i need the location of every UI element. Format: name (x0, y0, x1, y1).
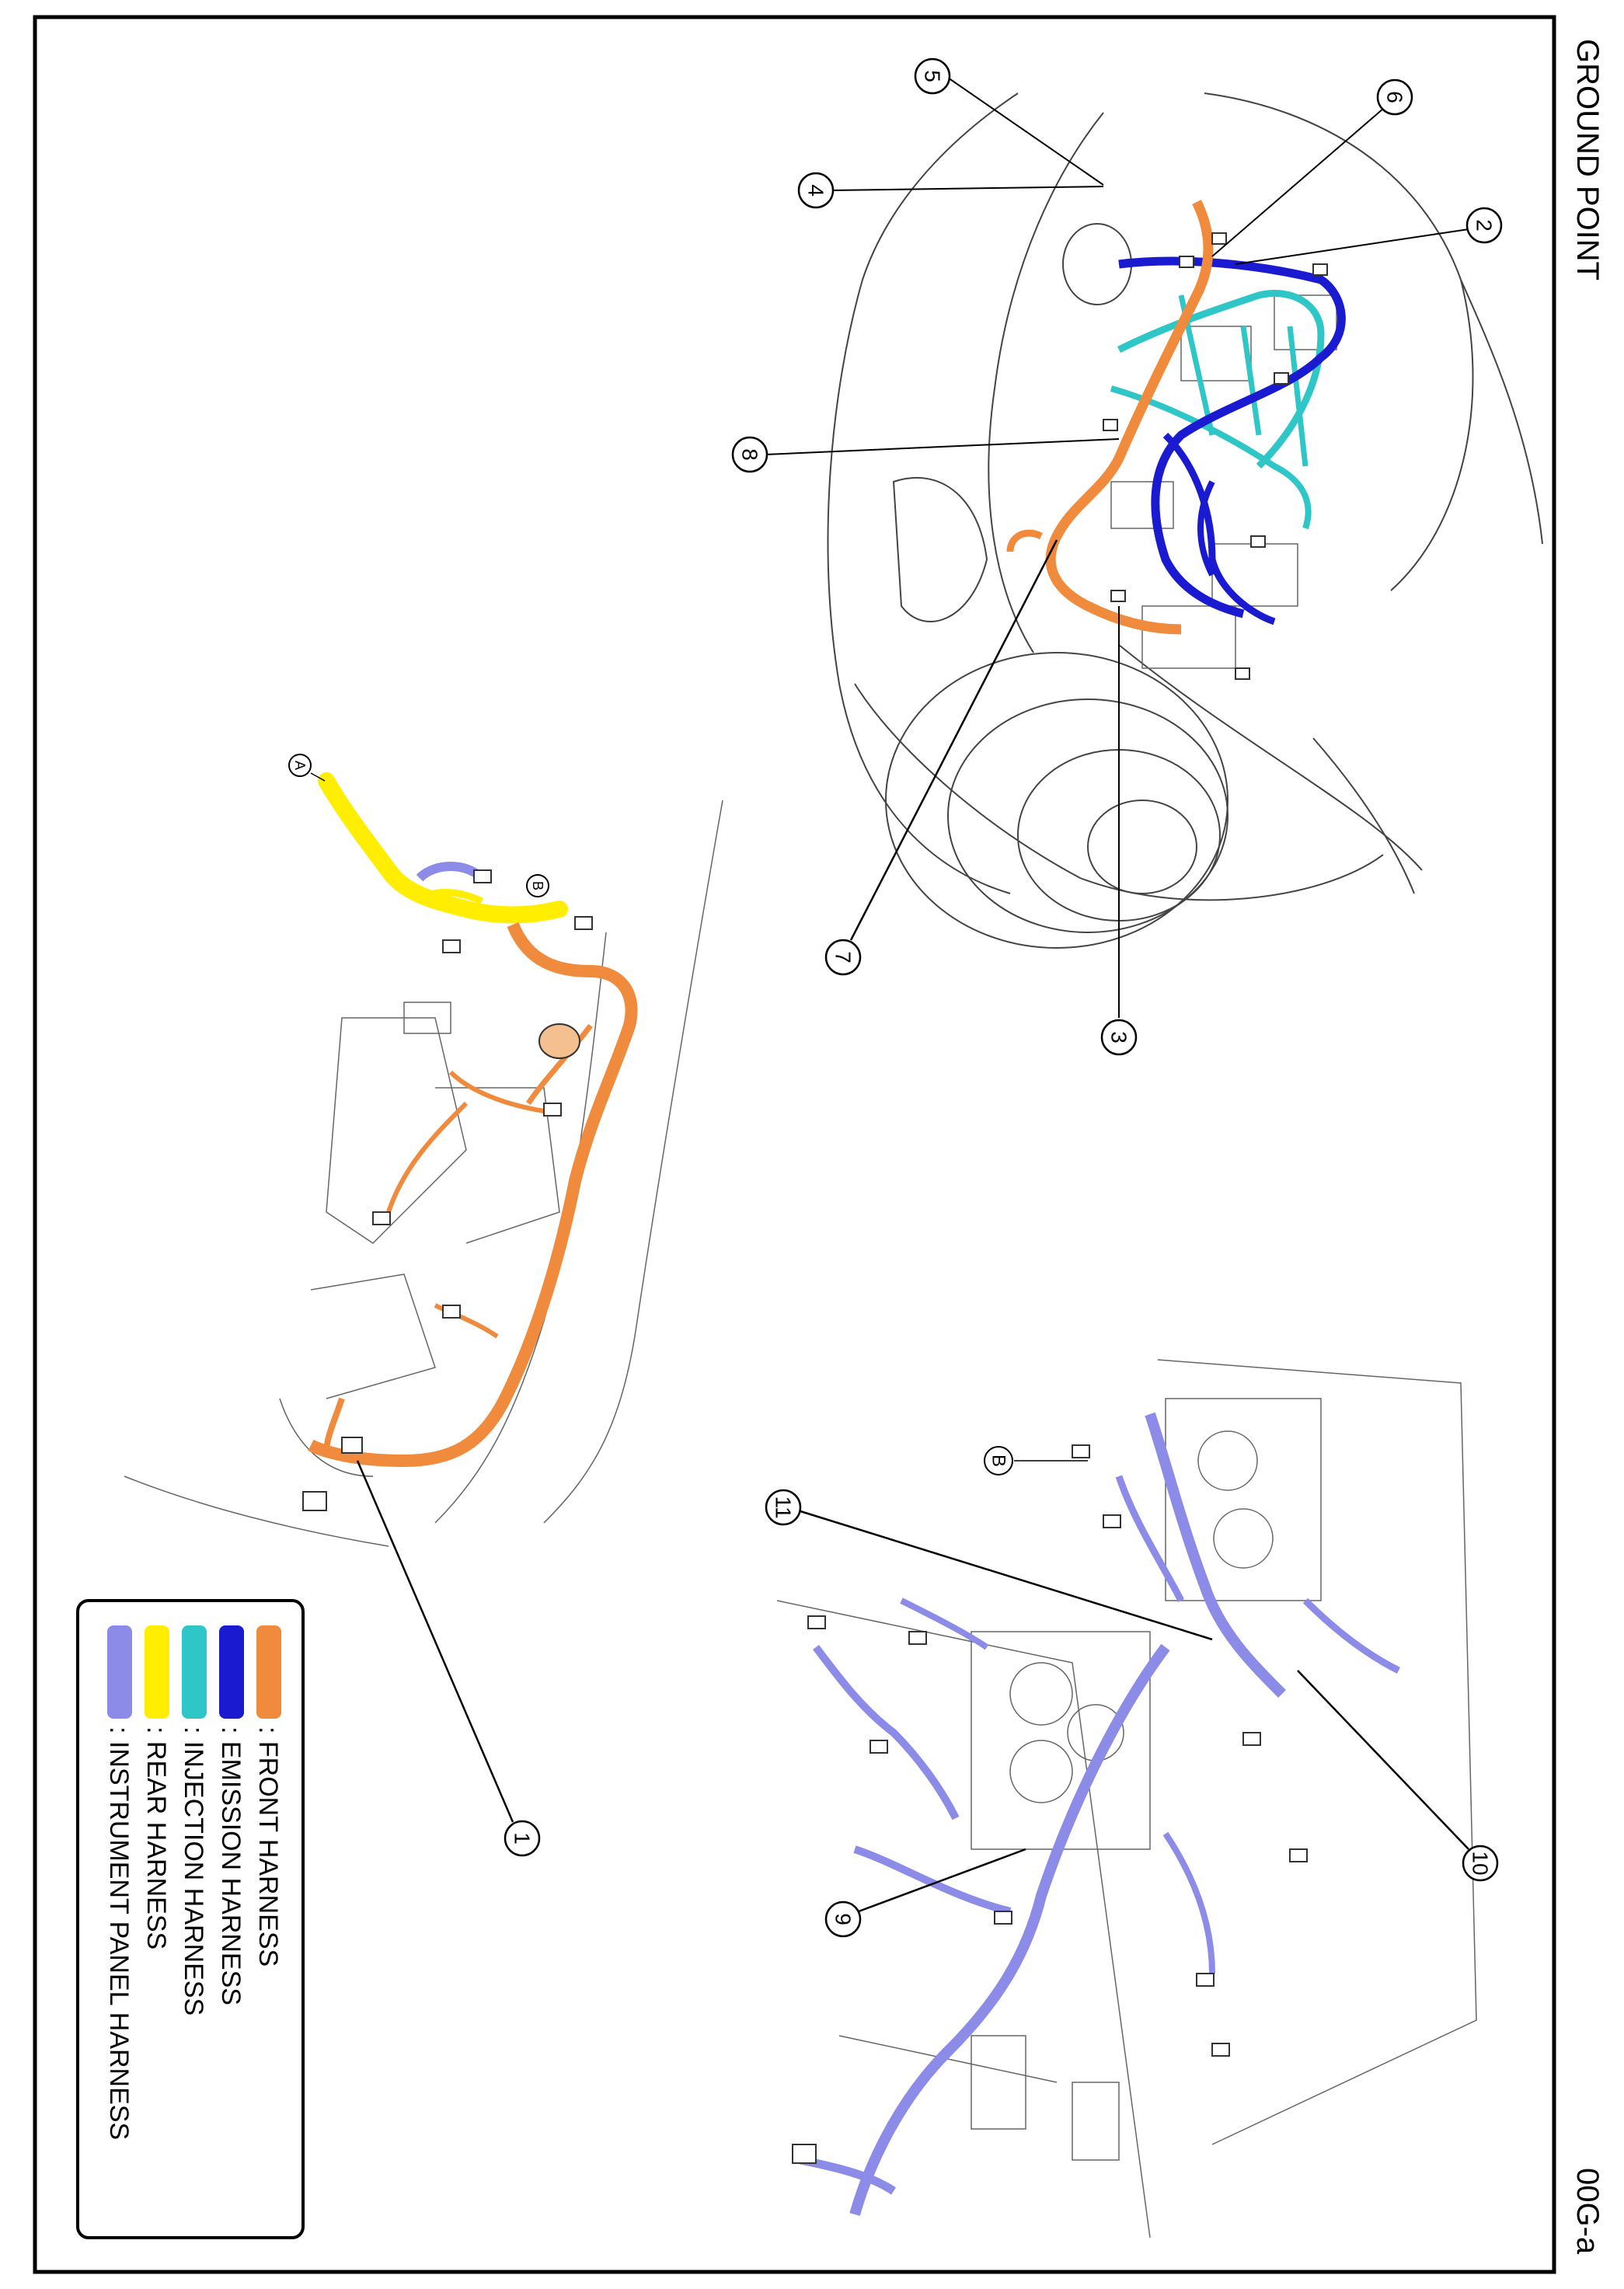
connector-marker-b-panel-label: B (988, 1454, 1009, 1468)
callout-label-9: 9 (831, 1913, 856, 1925)
callout-4 (799, 173, 1103, 207)
callout-1 (357, 1461, 539, 1855)
engine-bay-illustration (828, 93, 1542, 948)
callout-label-11: 11 (771, 1496, 796, 1519)
legend-swatch-instrument-panel (107, 1625, 132, 1719)
legend-label-instrument-panel: : INSTRUMENT PANEL HARNESS (104, 1726, 134, 2141)
callout-3 (1102, 606, 1136, 1054)
instrument-panel-illustration (777, 1360, 1476, 2238)
front-harness-floor-illustration (124, 781, 723, 1546)
harness-legend (78, 1601, 303, 2238)
connector-marker-b-front (527, 875, 549, 897)
callout-5 (915, 59, 1103, 185)
callout-label-5: 5 (920, 70, 945, 82)
callout-10 (1298, 1671, 1497, 1880)
legend-swatch-rear (145, 1625, 169, 1719)
callout-label-8: 8 (737, 448, 762, 461)
callout-label-4: 4 (803, 184, 828, 197)
page-code: 00G-a (1570, 2168, 1605, 2255)
legend-swatch-front (256, 1625, 281, 1719)
callout-label-2: 2 (1472, 219, 1497, 232)
legend-label-front: : FRONT HARNESS (253, 1726, 283, 1967)
callout-label-3: 3 (1106, 1031, 1131, 1043)
callout-11 (766, 1490, 1212, 1639)
legend-label-injection: : INJECTION HARNESS (179, 1726, 208, 2016)
callout-2 (1235, 208, 1501, 264)
legend-label-rear: : REAR HARNESS (141, 1726, 171, 1950)
legend-swatch-emission (219, 1625, 244, 1719)
callout-label-10: 10 (1468, 1851, 1493, 1876)
callout-label-7: 7 (831, 951, 856, 963)
callout-label-1: 1 (510, 1832, 535, 1845)
legend-label-emission: : EMISSION HARNESS (216, 1726, 246, 2005)
callout-6 (1212, 80, 1412, 256)
callout-label-6: 6 (1382, 91, 1407, 103)
connector-marker-a-label: A (292, 760, 308, 771)
page-title: GROUND POINT (1570, 39, 1605, 281)
legend-swatch-injection (182, 1625, 207, 1719)
callout-8 (733, 437, 1119, 472)
connector-marker-b-front-label: B (530, 880, 545, 891)
